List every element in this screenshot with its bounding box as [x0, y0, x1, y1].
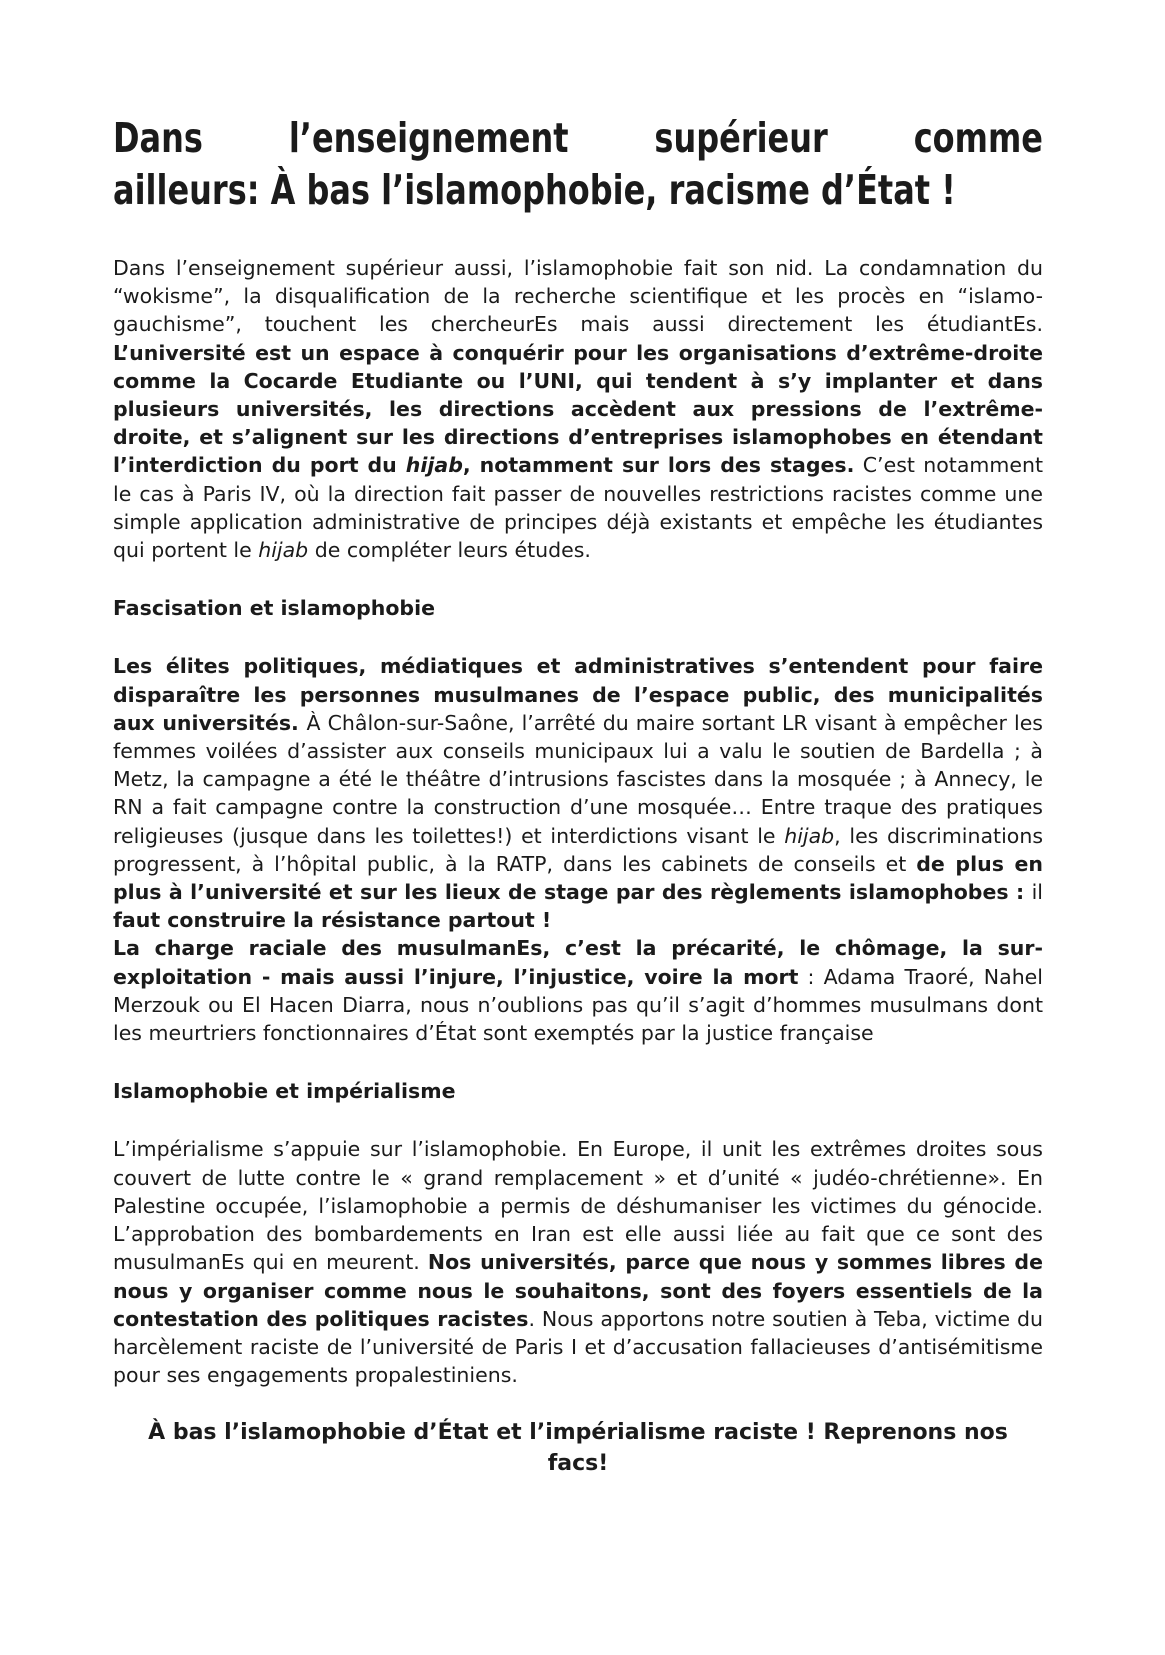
text-run: Les élites politiques, médiatiques et administratives s’entendent pour faire disparaître les personnes musulmanes de l’espace public, des municipalités aux universités.	[113, 654, 1043, 735]
document-title	[113, 112, 1043, 216]
text-run: L’impérialisme s’appuie sur l’islamophobie. En Europe, il unit les extrêmes droites sous couvert de lutte contre le « grand remplacement » et d’unité « judéo-chrétienne». En Palestine occupée, l’islamophobie a permis de déshumaniser les victimes du génocide. L’approbation des bombardements en Iran est elle aussi liée au fait que ce sont des musulmanEs qui en meurent.	[113, 1137, 1043, 1275]
text-run: de plus en plus à l’université et sur les lieux de stage par des règlements islamophobes :	[113, 851, 1043, 905]
text-run: Dans l’enseignement supérieur aussi, l’islamophobie fait son nid. La condamnation du “wokisme”, la disqualification de la recherche scientifique et les procès en “islamo-gauchisme”, touchent les chercheurEs mais aussi directement les étudiantEs.	[113, 256, 1043, 337]
text-run: il	[1031, 880, 1043, 905]
text-run: L’université est un espace à conquérir pour les organisations d’extrême-droite comme la Cocarde Etudiante ou l’UNI, qui tendent à s’y implanter et dans plusieurs universités, les directions accèdent aux pressions de l’extrême-droite, et s’alignent sur les directions d’entreprises islamophobes en étendant l’interdiction du port du	[113, 340, 1043, 478]
text-run: : Adama Traoré, Nahel Merzouk ou El Hacen Diarra, nous n’oublions pas qu’il s’agit d’hommes musulmans dont les meurtriers fonctionnaires d’État sont exemptés par la justice française	[113, 964, 1043, 1046]
text-run: hijab	[784, 823, 835, 848]
title-line-2: ailleurs: À bas l’islamophobie, racisme d’État !	[113, 166, 956, 214]
paragraph-imperialisme	[113, 1135, 1043, 1389]
title-line-1: Dans l’enseignement supérieur comme	[113, 114, 1043, 162]
text-run: , les discriminations progressent, à l’hôpital public, à la RATP, dans les cabinets de conseils et	[113, 823, 1043, 876]
text-run: hijab	[258, 538, 309, 563]
text-run: , notamment sur lors des stages.	[462, 453, 855, 478]
text-run: Nos universités, parce que nous y sommes libres de nous y organiser comme nous le souhaitons, sont des foyers essentiels de la contestation des politiques racistes	[113, 1250, 1043, 1331]
text-run: de compléter leurs études.	[308, 538, 591, 563]
text-run: À Châlon-sur-Saône, l’arrêté du maire sortant LR visant à empêcher les femmes voilées d’assister aux conseils municipaux lui a valu le soutien de Bardella ; à Metz, la campagne a été le théâtre d’intrusions fascistes dans la mosquée ; à Annecy, le RN a fait campagne contre la construction d’une mosquée… Entre traque des pratiques religieuses (jusque dans les toilettes!) et interdictions visant le	[113, 710, 1043, 848]
text-run: faut construire la résistance partout !	[113, 908, 552, 933]
section-heading-fascisation: Fascisation et islamophobie	[113, 596, 436, 621]
footer-line-1: À bas l’islamophobie d’État et l’impérialisme raciste ! Reprenons nos	[148, 1420, 1008, 1446]
footer-slogan	[113, 1417, 1043, 1479]
paragraph-intro	[113, 254, 1043, 564]
paragraph-elites	[113, 652, 1043, 934]
footer-line-2: facs!	[547, 1451, 609, 1477]
text-run: hijab	[405, 453, 463, 478]
paragraph-charge-raciale	[113, 934, 1043, 1047]
text-run: . Nous apportons notre soutien à Teba, victime du harcèlement raciste de l’université de Paris I et d’accusation fallacieuses d’antisémitisme pour ses engagements propalestiniens.	[113, 1306, 1043, 1388]
text-run: C’est notamment le cas à Paris IV, où la direction fait passer de nouvelles restrictions racistes comme une simple application administrative de principes déjà existants et empêche les étudiantes qui portent le	[113, 453, 1043, 563]
text-run: La charge raciale des musulmanEs, c’est la précarité, le chômage, la sur-exploitation - mais aussi l’injure, l’injustice, voire la mort	[113, 936, 1043, 989]
section-heading-imperialisme: Islamophobie et impérialisme	[113, 1079, 456, 1104]
